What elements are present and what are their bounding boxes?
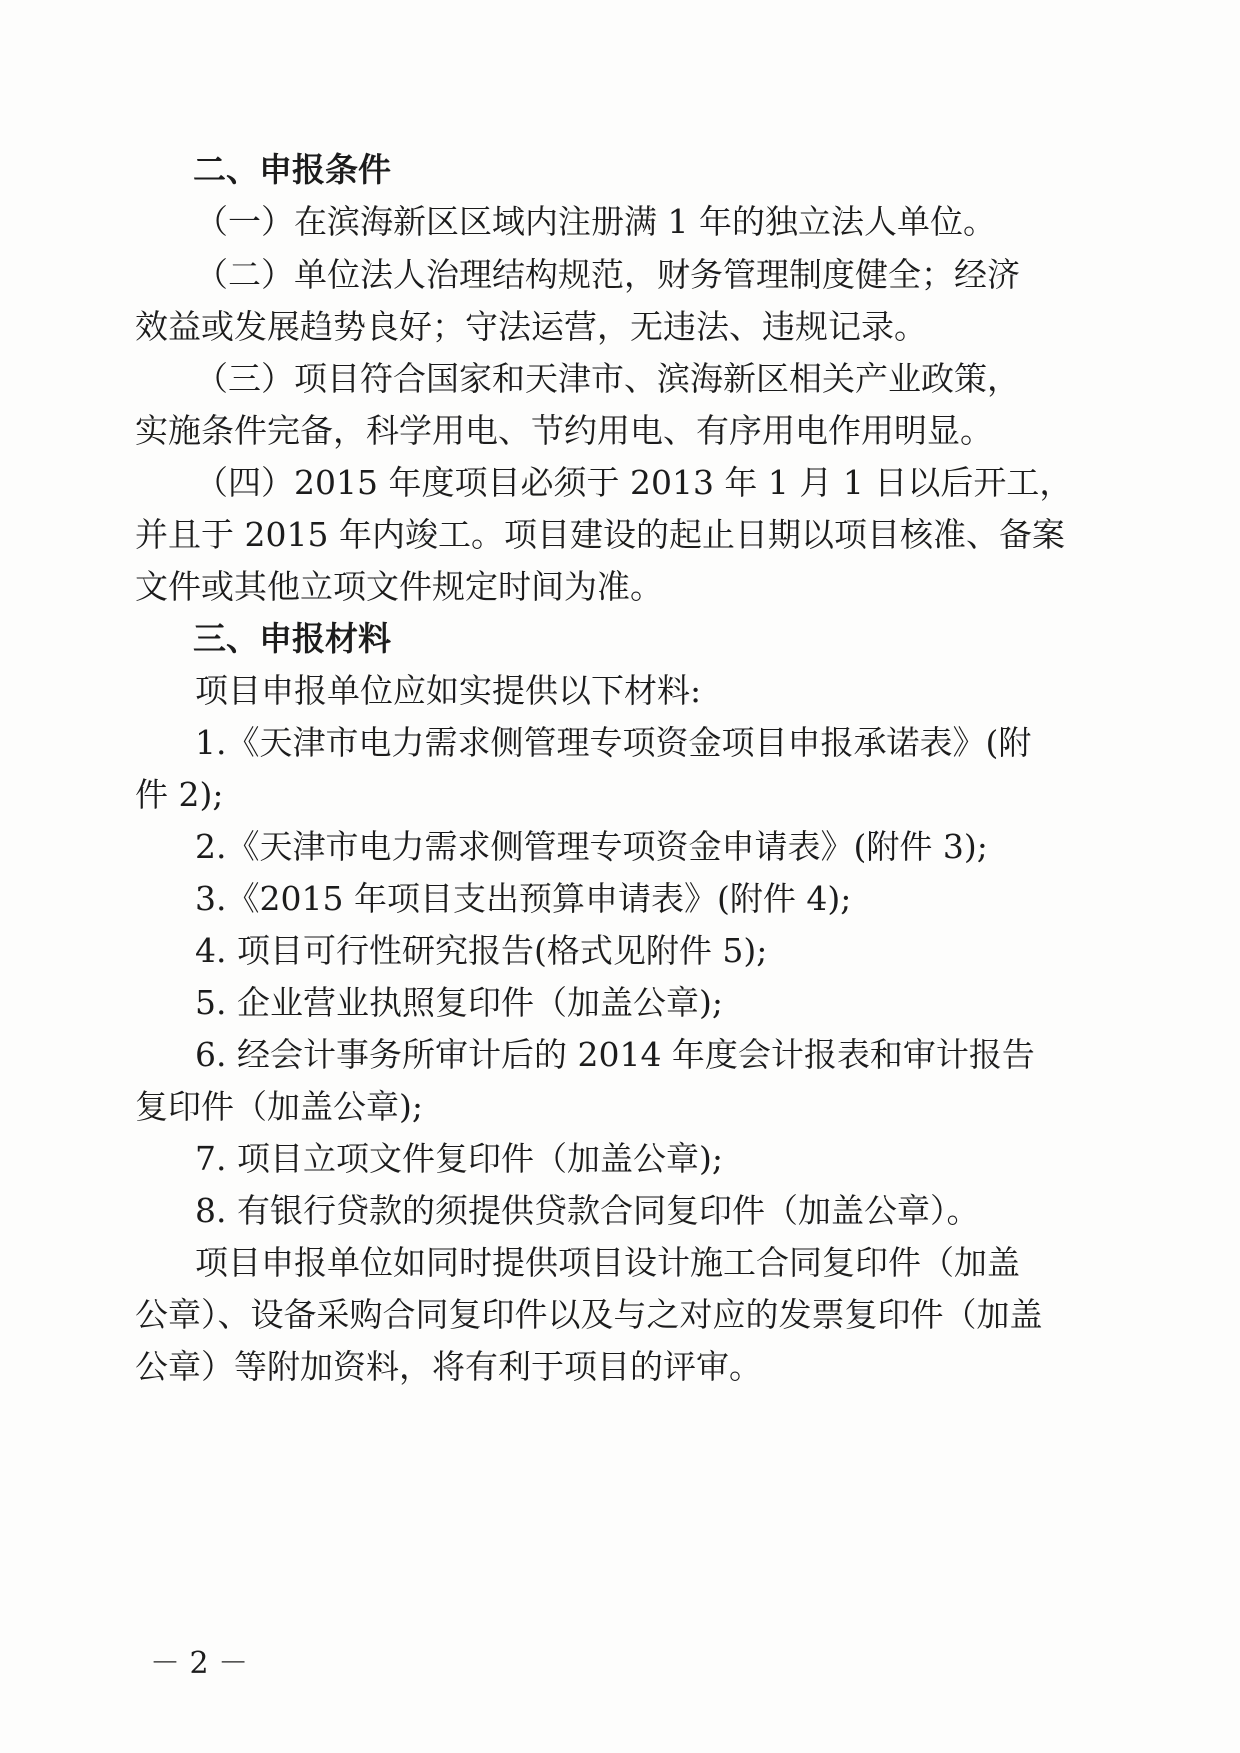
paragraph-line: 项目申报单位应如实提供以下材料:: [195, 671, 702, 710]
list-item: 5. 企业营业执照复印件（加盖公章);: [195, 983, 723, 1022]
list-item: 复印件（加盖公章);: [135, 1087, 423, 1126]
paragraph-line: 并且于 2015 年内竣工。项目建设的起止日期以项目核准、备案: [135, 515, 1065, 554]
page-number: － 2 －: [150, 1646, 249, 1681]
paragraph-line: 公章）等附加资料，将有利于项目的评审。: [135, 1347, 762, 1386]
list-item: 8. 有银行贷款的须提供贷款合同复印件（加盖公章）。: [195, 1191, 980, 1230]
list-item: 7. 项目立项文件复印件（加盖公章);: [195, 1139, 723, 1178]
list-item: 4. 项目可行性研究报告(格式见附件 5);: [195, 931, 768, 970]
paragraph-line: （四）2015 年度项目必须于 2013 年 1 月 1 日以后开工，: [195, 463, 1073, 502]
section-heading-application-conditions: 二、申报条件: [193, 150, 391, 189]
paragraph-line: （二）单位法人治理结构规范，财务管理制度健全；经济: [195, 255, 1020, 294]
paragraph-line: 公章）、设备采购合同复印件以及与之对应的发票复印件（加盖: [135, 1295, 1043, 1334]
paragraph-line: 文件或其他立项文件规定时间为准。: [135, 567, 663, 606]
list-item: 3.《2015 年项目支出预算申请表》(附件 4);: [195, 879, 852, 918]
paragraph-line: 实施条件完备，科学用电、节约用电、有序用电作用明显。: [135, 411, 993, 450]
list-item: 1.《天津市电力需求侧管理专项资金项目申报承诺表》(附: [195, 723, 1032, 762]
list-item: 2.《天津市电力需求侧管理专项资金申请表》(附件 3);: [195, 827, 988, 866]
section-heading-application-materials: 三、申报材料: [193, 619, 391, 658]
paragraph-line: （三）项目符合国家和天津市、滨海新区相关产业政策，: [195, 359, 1020, 398]
paragraph-line: 效益或发展趋势良好；守法运营，无违法、违规记录。: [135, 307, 927, 346]
list-item: 6. 经会计事务所审计后的 2014 年度会计报表和审计报告: [195, 1035, 1035, 1074]
paragraph-line: （一）在滨海新区区域内注册满 1 年的独立法人单位。: [195, 202, 996, 241]
paragraph-line: 项目申报单位如同时提供项目设计施工合同复印件（加盖: [195, 1243, 1020, 1282]
list-item: 件 2);: [135, 775, 224, 814]
